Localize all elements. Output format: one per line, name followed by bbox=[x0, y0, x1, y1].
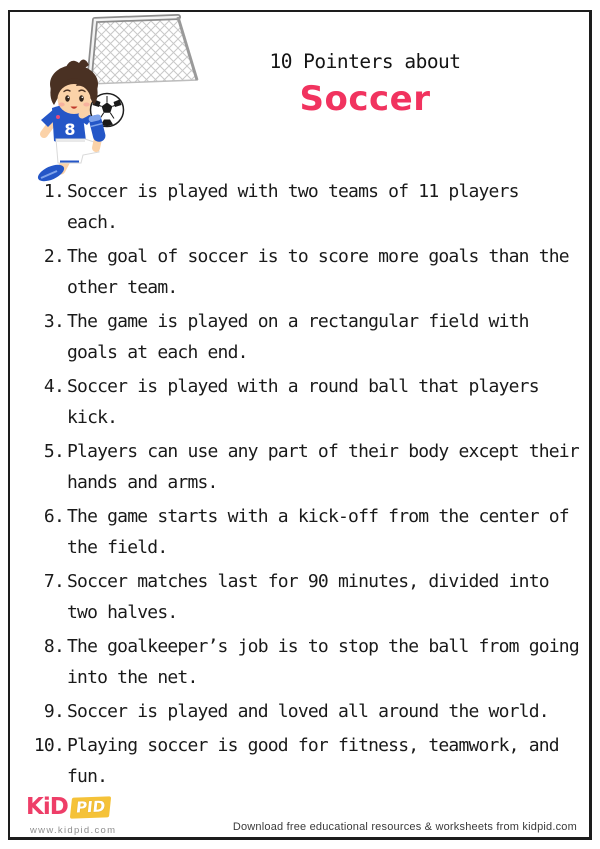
title-block bbox=[248, 50, 482, 117]
pointers-list bbox=[24, 176, 579, 795]
pretitle: 10 Pointers about bbox=[269, 50, 461, 73]
list-item-line: Playing soccer is good for fitness, teamwork, and bbox=[67, 735, 559, 756]
list-item-number: 6. bbox=[43, 506, 64, 527]
logo-pid-badge: PID bbox=[70, 796, 111, 818]
list-item bbox=[24, 176, 575, 238]
list-item-number: 4. bbox=[43, 376, 64, 397]
list-item-line: Soccer is played with two teams of 11 players bbox=[67, 181, 519, 202]
footer-tagline: Download free educational resources & worksheets from kidpid.com bbox=[232, 821, 577, 833]
page-title: Soccer bbox=[299, 79, 431, 119]
list-item bbox=[24, 696, 575, 727]
list-item-line: The goal of soccer is to score more goals than the bbox=[67, 246, 569, 267]
jersey-number: 8 bbox=[64, 120, 76, 139]
soccer-goal-icon bbox=[89, 17, 197, 84]
list-item-line: Players can use any part of their body except their bbox=[67, 441, 579, 462]
logo-website-url: www.kidpid.com bbox=[30, 825, 117, 836]
list-item-number: 3. bbox=[43, 311, 64, 332]
list-item-line: the field. bbox=[67, 537, 168, 558]
worksheet-sheet bbox=[8, 10, 592, 840]
list-item-line: The game is played on a rectangular field with bbox=[67, 311, 529, 332]
list-item-line: Soccer is played with a round ball that players bbox=[67, 376, 539, 397]
list-item-line: fun. bbox=[67, 766, 108, 787]
list-item bbox=[24, 631, 579, 693]
list-item-line: kick. bbox=[67, 407, 118, 428]
list-item-line: Soccer matches last for 90 minutes, divided into bbox=[67, 571, 549, 592]
list-item-number: 10. bbox=[33, 735, 64, 756]
list-item-number: 2. bbox=[43, 246, 64, 267]
list-item-line: into the net. bbox=[67, 667, 198, 688]
list-item bbox=[24, 730, 575, 792]
list-item-line: other team. bbox=[67, 277, 178, 298]
list-item-line: The game starts with a kick-off from the center of bbox=[67, 506, 569, 527]
list-item-line: The goalkeeper’s job is to stop the ball from going bbox=[67, 636, 579, 657]
list-item-line: goals at each end. bbox=[67, 342, 248, 363]
list-item-number: 7. bbox=[43, 571, 64, 592]
list-item bbox=[24, 371, 575, 433]
logo-kid-text: KiD bbox=[26, 794, 68, 820]
hero-illustration bbox=[25, 12, 210, 184]
list-item-line: hands and arms. bbox=[67, 472, 218, 493]
list-item-line: Soccer is played and loved all around the world. bbox=[67, 701, 549, 722]
list-item bbox=[24, 501, 575, 563]
list-item bbox=[24, 566, 575, 628]
list-item-line: two halves. bbox=[67, 602, 178, 623]
list-item bbox=[24, 436, 579, 498]
list-item bbox=[24, 306, 575, 368]
list-item-number: 1. bbox=[43, 181, 64, 202]
list-item-number: 5. bbox=[43, 441, 64, 462]
kidpid-logo bbox=[26, 794, 110, 820]
list-item bbox=[24, 241, 575, 303]
list-item-line: each. bbox=[67, 212, 118, 233]
list-item-number: 8. bbox=[43, 636, 64, 657]
list-item-number: 9. bbox=[43, 701, 64, 722]
